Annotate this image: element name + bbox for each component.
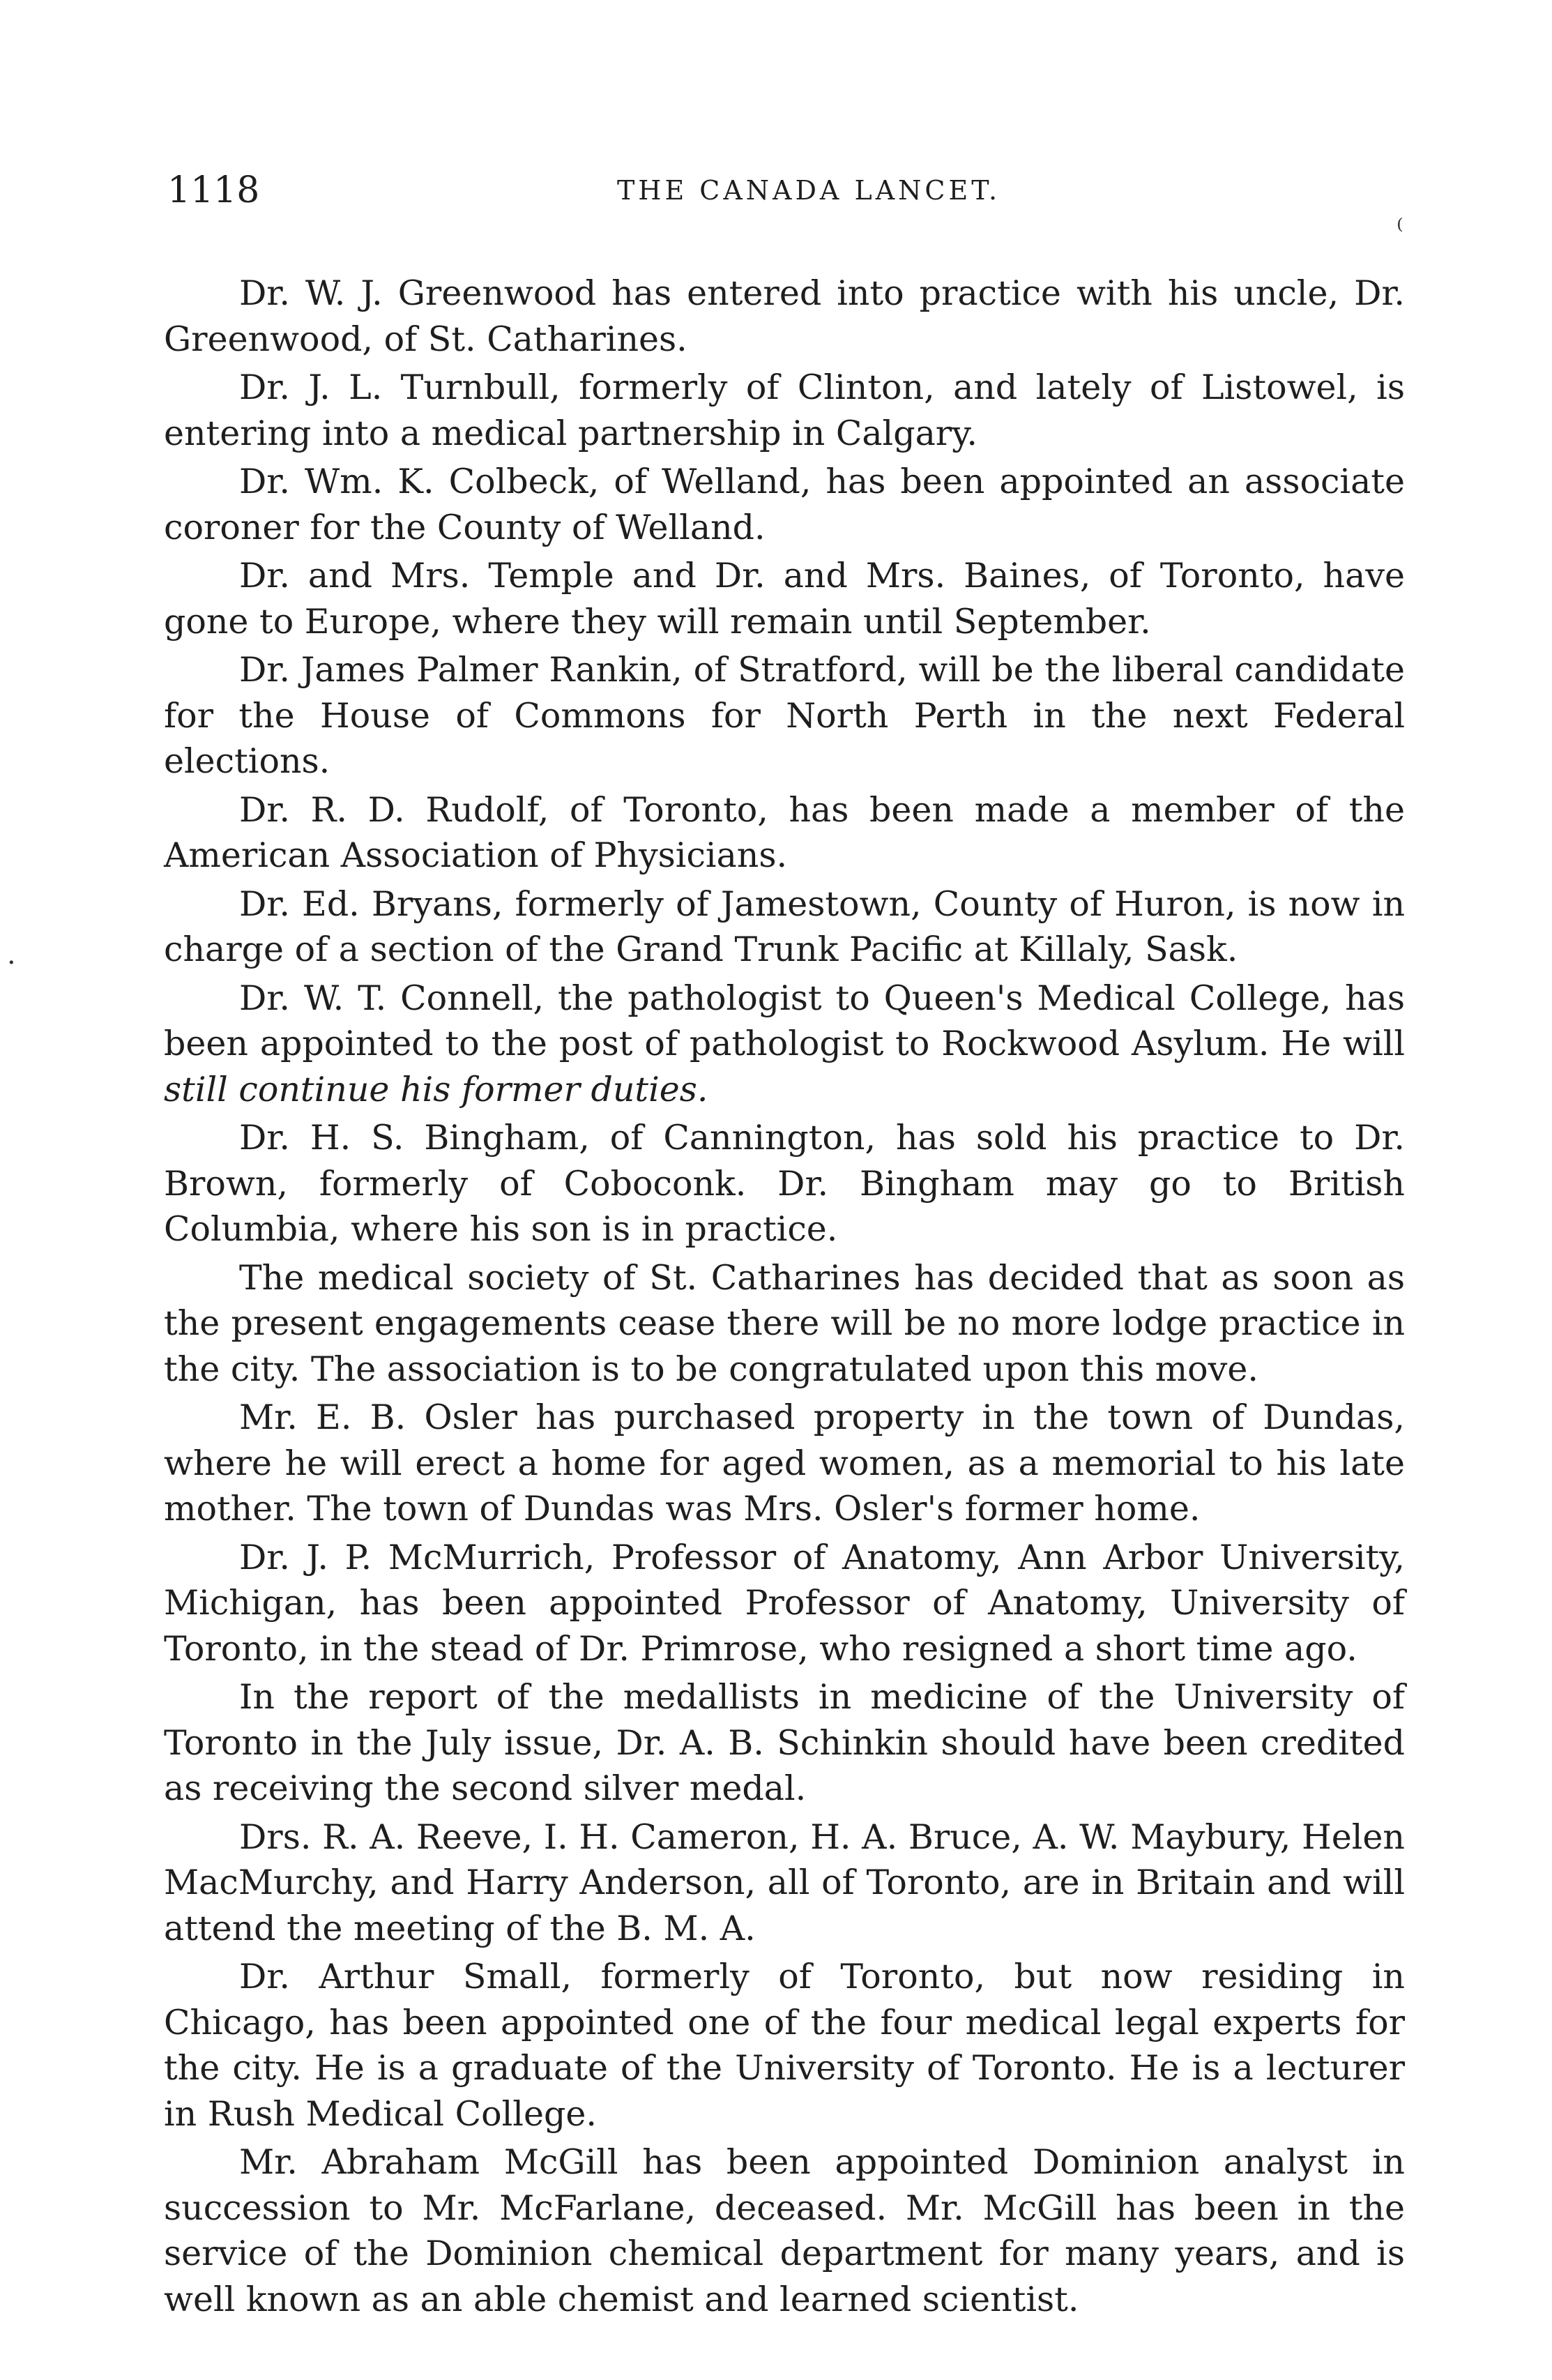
page-header xyxy=(167,166,1408,215)
news-item-bryans: Dr. Ed. Bryans, formerly of Jamestown, County of Huron, is now in charge of a section of the Grand Trunk Pacific at Killaly, Sask. xyxy=(164,884,1405,969)
running-title: THE CANADA LANCET. xyxy=(616,175,1001,206)
news-item-connell-italic: still continue his former duties. xyxy=(164,1069,708,1109)
news-column xyxy=(164,271,1405,2325)
news-item-bma-delegates: Drs. R. A. Reeve, I. H. Cameron, H. A. Bruce, A. W. Maybury, Helen MacMurchy, and Harry Anderson, all of Toronto, are in Britain and will attend the meeting of the B. M. A. xyxy=(164,1817,1405,1948)
news-item-temple-baines: Dr. and Mrs. Temple and Dr. and Mrs. Baines, of Toronto, have gone to Europe, where they will remain until September. xyxy=(164,556,1405,642)
news-item-turnbull: Dr. J. L. Turnbull, formerly of Clinton, and lately of Listowel, is entering into a medical partnership in Calgary. xyxy=(164,367,1405,453)
news-item-small: Dr. Arthur Small, formerly of Toronto, but now residing in Chicago, has been appointed one of the four medical legal experts for the city. He is a graduate of the University of Toronto. He is a lecturer in Rush Medical College. xyxy=(164,1957,1405,2134)
news-item-greenwood: Dr. W. J. Greenwood has entered into practice with his uncle, Dr. Greenwood, of St. Catharines. xyxy=(164,273,1405,359)
scan-artifact-mark: ⁽ xyxy=(1397,213,1403,245)
news-item-st-catharines-society: The medical society of St. Catharines has decided that as soon as the present engagements cease there will be no more lodge practice in the city. The association is to be congratulated upon this move. xyxy=(164,1257,1405,1389)
news-item-osler: Mr. E. B. Osler has purchased property in the town of Dundas, where he will erect a home for aged women, as a memorial to his late mother. The town of Dundas was Mrs. Osler's former home. xyxy=(164,1397,1405,1529)
news-item-rudolf: Dr. R. D. Rudolf, of Toronto, has been made a member of the American Association of Physicians. xyxy=(164,789,1405,875)
news-item-connell-body: Dr. W. T. Connell, the pathologist to Queen's Medical College, has been appointed to the post of pathologist to Rockwood Asylum. He will xyxy=(164,978,1405,1063)
news-item-mcgill: Mr. Abraham McGill has been appointed Dominion analyst in succession to Mr. McFarlane, deceased. Mr. McGill has been in the service of the Dominion chemical department for many years, and is well known as an able chemist and learned scientist. xyxy=(164,2142,1405,2319)
news-item-medallists-correction: In the report of the medallists in medicine of the University of Toronto in the July issue, Dr. A. B. Schinkin should have been credited as receiving the second silver medal. xyxy=(164,1677,1405,1808)
scan-artifact-dot: · xyxy=(7,947,16,979)
page-number: 1118 xyxy=(167,169,260,211)
news-item-connell xyxy=(164,976,1405,1113)
news-item-mcmurrich: Dr. J. P. McMurrich, Professor of Anatomy, Ann Arbor University, Michigan, has been appointed Professor of Anatomy, University of Toronto, in the stead of Dr. Primrose, who resigned a short time ago. xyxy=(164,1537,1405,1669)
news-item-bingham: Dr. H. S. Bingham, of Cannington, has sold his practice to Dr. Brown, formerly of Coboconk. Dr. Bingham may go to British Columbia, where his son is in practice. xyxy=(164,1118,1405,1249)
news-item-rankin: Dr. James Palmer Rankin, of Stratford, will be the liberal candidate for the House of Commons for North Perth in the next Federal elections. xyxy=(164,650,1405,781)
news-item-colbeck: Dr. Wm. K. Colbeck, of Welland, has been appointed an associate coroner for the County of Welland. xyxy=(164,462,1405,547)
